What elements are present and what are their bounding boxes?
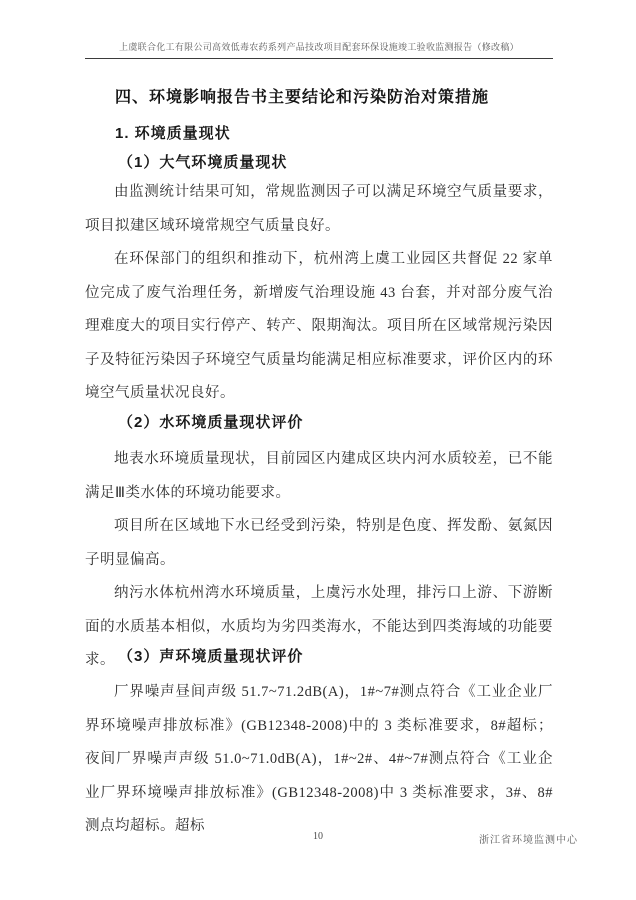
paragraph-water-3: 纳污水体杭州湾水环境质量，上虞污水处理，排污口上游、下游断面的水质基本相似，水质均为劣四类海水，不能达到四类海域的功能要求。 [85, 585, 553, 668]
subsection-heading-water: （2）水环境质量现状评价 [118, 414, 304, 431]
subsection-heading-air: （1）大气环境质量现状 [118, 154, 288, 171]
paragraph-air-1: 由监测统计结果可知，常规监测因子可以满足环境空气质量要求，项目拟建区域环境常规空气质量良好。 [85, 184, 553, 234]
footer-organization: 浙江省环境监测中心 [479, 835, 578, 846]
running-header: 上虞联合化工有限公司高效低毒农药系列产品技改项目配套环保设施竣工验收监测报告（修改稿） [85, 40, 553, 59]
paragraph-water-1: 地表水环境质量现状，目前园区内建成区块内河水质较差，已不能满足Ⅲ类水体的环境功能要求。 [85, 451, 553, 501]
paragraph-air-2: 在环保部门的组织和推动下，杭州湾上虞工业园区共督促 22 家单位完成了废气治理任务，新增废气治理设施 43 台套，并对部分废气治理难度大的项目实行停产、转产、限期淘汰。项目所在区域常规污染因子及特征污染因子环境空气质量均能满足相应标准要求，评价区内的环境空气质量状况良好。 [85, 251, 553, 401]
chapter-title: 四、环境影响报告书主要结论和污染防治对策措施 [115, 89, 490, 106]
section-heading-env-quality: 1. 环境质量现状 [115, 125, 231, 142]
page-number: 10 [313, 831, 323, 842]
subsection-heading-noise: （3）声环境质量现状评价 [118, 648, 304, 665]
paragraph-noise-1: 厂界噪声昼间声级 51.7~71.2dB(A)，1#~7#测点符合《工业企业厂界环境噪声排放标准》(GB12348-2008)中的 3 类标准要求，8#超标；夜间厂界噪声声级 51.0~71.0dB(A)，1#~2#、4#~7#测点符合《工业企业厂界环境噪声排放标准》(GB12348-2008)中 3 类标准要求，3#、8#测点均超标。超标 [85, 684, 553, 834]
paragraph-water-2: 项目所在区域地下水已经受到污染，特别是色度、挥发酚、氨氮因子明显偏高。 [85, 518, 553, 568]
